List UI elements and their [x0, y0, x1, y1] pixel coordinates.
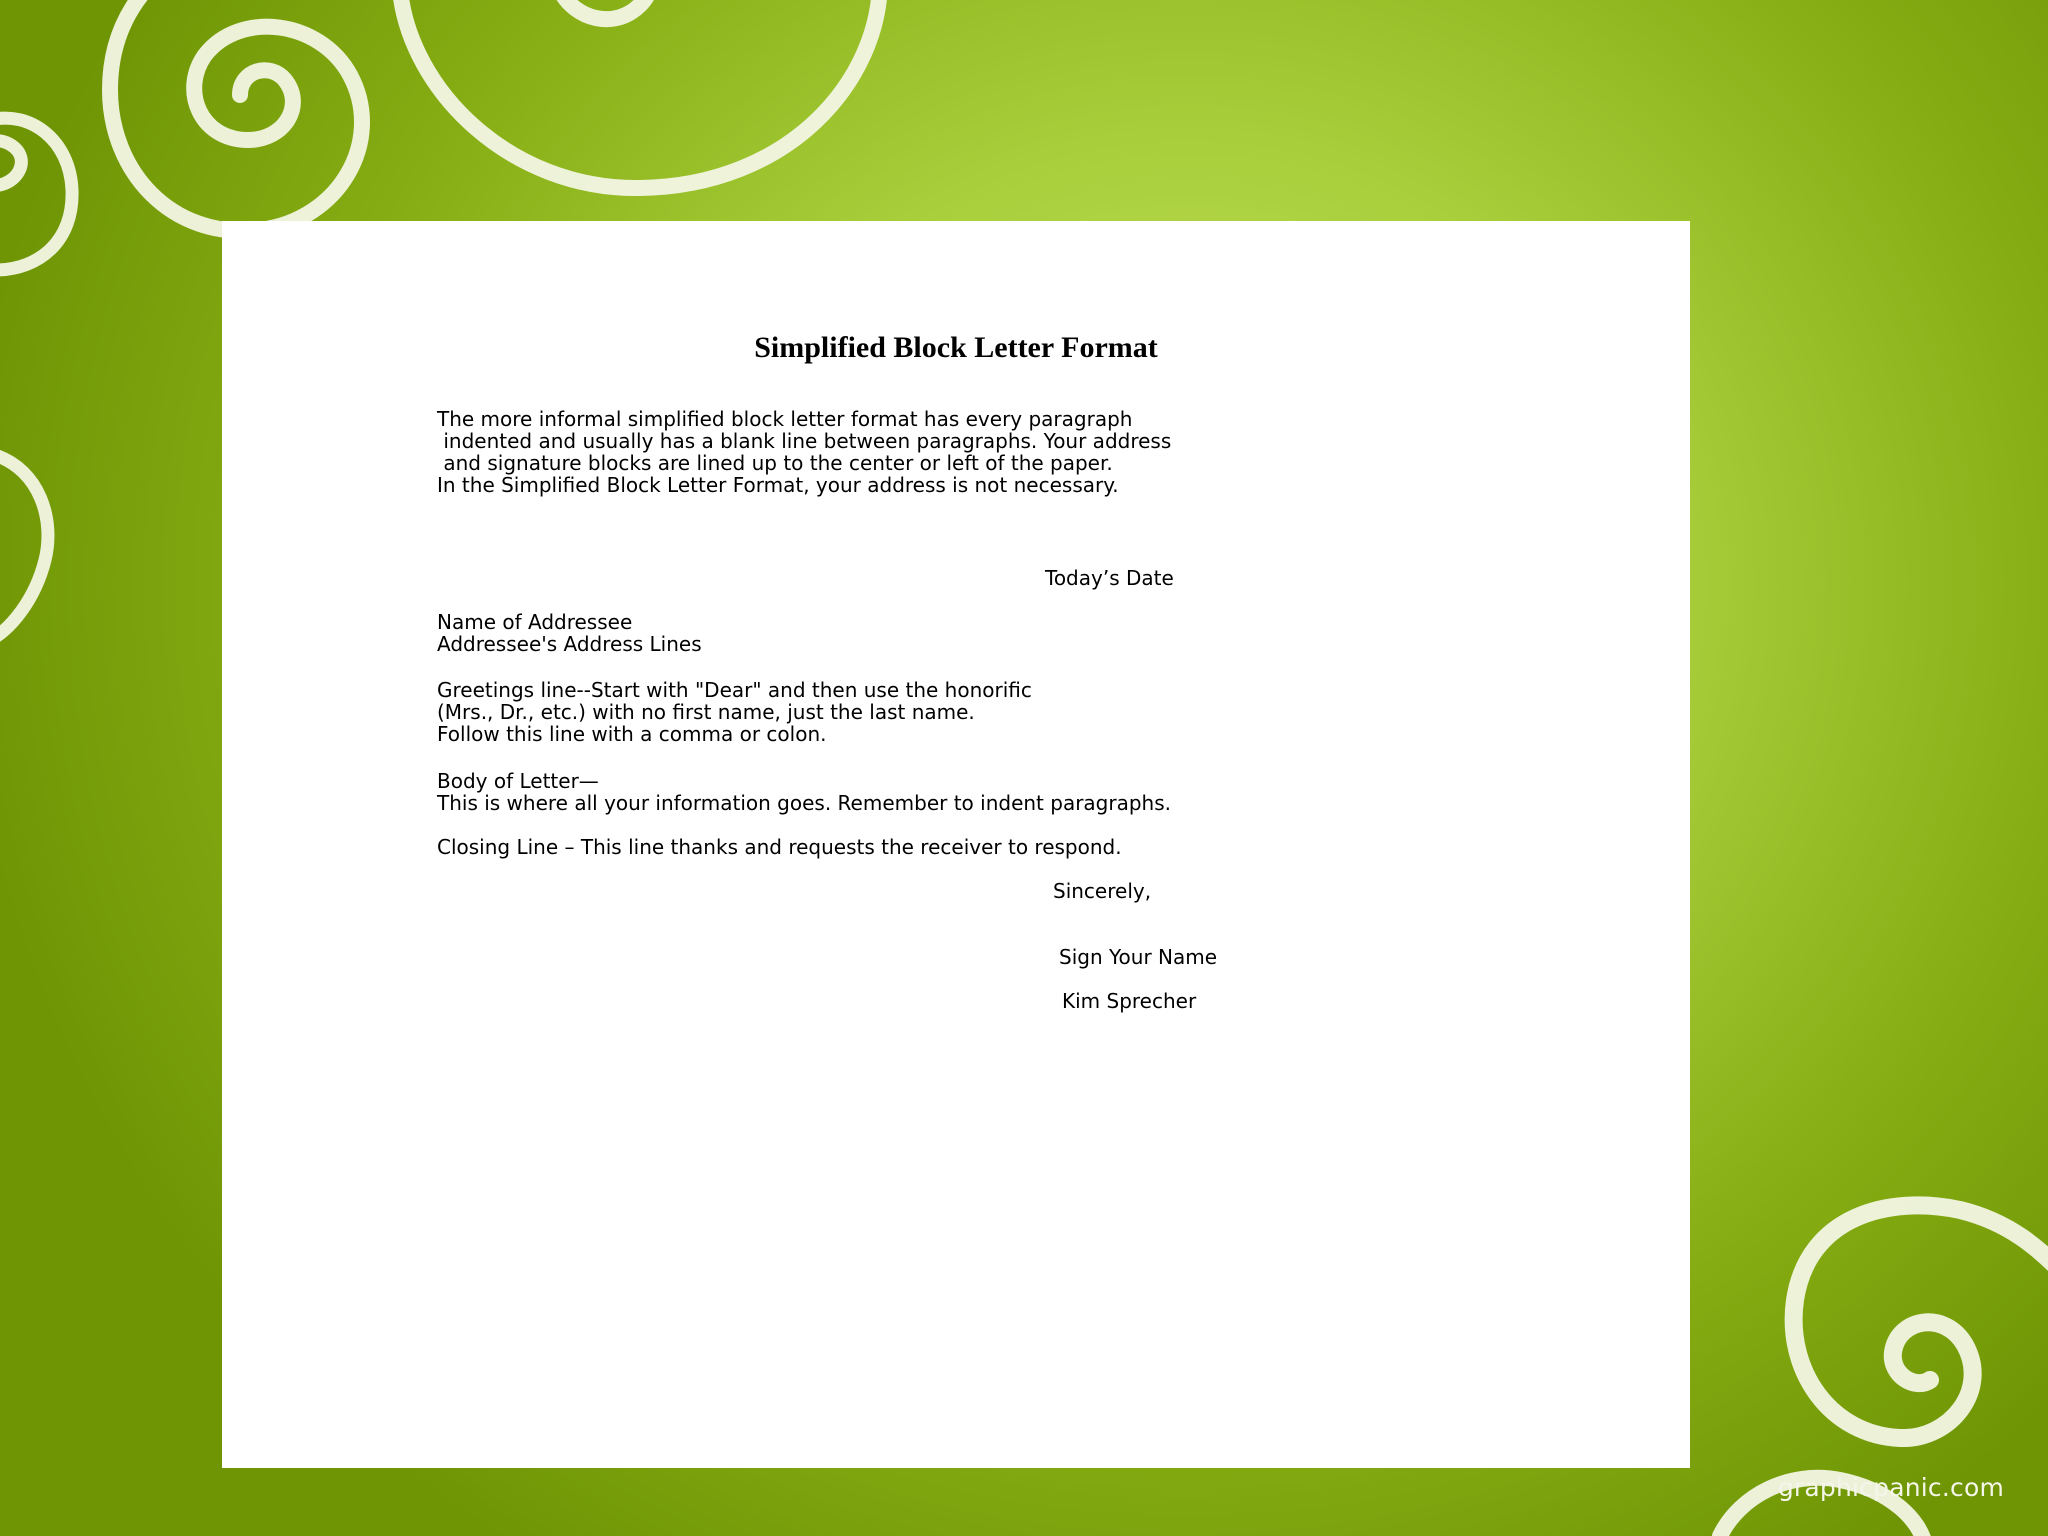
signer-name: Kim Sprecher: [1062, 989, 1197, 1013]
watermark: graphicpanic.com: [1777, 1473, 2004, 1502]
signature-line: Sign Your Name: [1059, 945, 1218, 969]
date-line: Today’s Date: [1045, 566, 1174, 590]
swirl-bottom-right-large: [1794, 1205, 2048, 1438]
greeting-line-1: Greetings line--Start with "Dear" and then use the honorific: [437, 678, 1032, 702]
intro-line-1: The more informal simplified block letter format has every paragraph: [437, 407, 1133, 431]
body-text: This is where all your information goes. Remember to indent paragraphs.: [437, 791, 1172, 815]
addressee-name: Name of Addressee: [437, 610, 633, 634]
addressee-address: Addressee's Address Lines: [437, 632, 702, 656]
letter-page: [222, 221, 1690, 1468]
intro-line-3: and signature blocks are lined up to the center or left of the paper.: [437, 451, 1113, 475]
closing-line: Closing Line – This line thanks and requests the receiver to respond.: [437, 835, 1122, 859]
intro-line-2: indented and usually has a blank line between paragraphs. Your address: [437, 429, 1172, 453]
swirl-left-mid: [0, 455, 48, 640]
swirl-top-center: [400, 0, 880, 188]
greeting-line-2: (Mrs., Dr., etc.) with no first name, just the last name.: [437, 700, 975, 724]
sincerely-line: Sincerely,: [1053, 879, 1152, 903]
body-heading: Body of Letter—: [437, 769, 599, 793]
intro-line-4: In the Simplified Block Letter Format, your address is not necessary.: [437, 473, 1119, 497]
swirl-left-small: [0, 118, 72, 270]
document-title: Simplified Block Letter Format: [754, 331, 1158, 364]
swirl-top-left-large: [110, 0, 362, 231]
greeting-line-3: Follow this line with a comma or colon.: [437, 722, 827, 746]
